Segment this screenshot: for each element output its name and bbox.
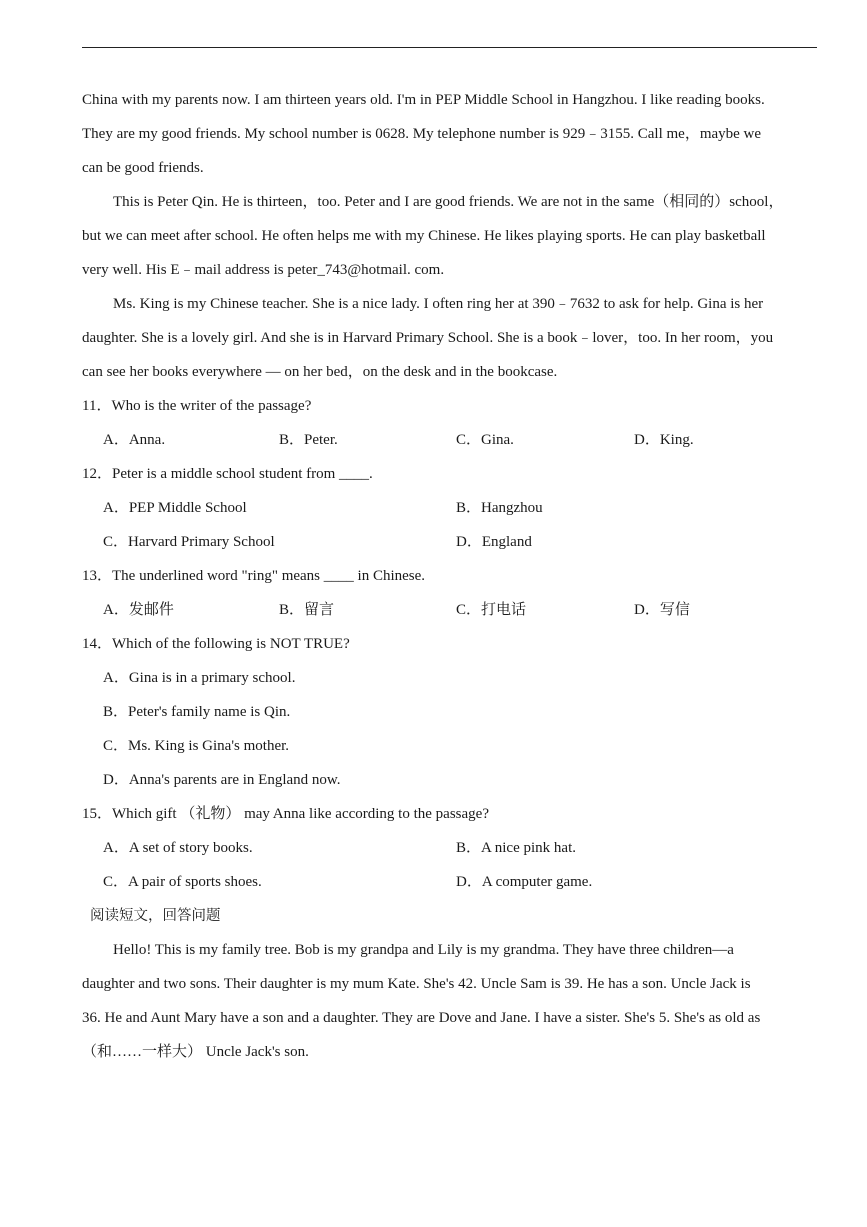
passage-line: Ms. King is my Chinese teacher. She is a nice lady. I often ring her at 390﹣7632 to ask for help. Gina is her <box>113 296 764 312</box>
option-row <box>82 525 822 559</box>
passage-1 <box>82 83 822 389</box>
passage-line: This is Peter Qin. He is thirteen，too. Peter and I are good friends. We are not in the same（相同的）school， <box>113 194 784 210</box>
question-14 <box>82 627 822 797</box>
option-a[interactable]: A．Anna. <box>103 432 166 448</box>
option-row <box>82 661 822 695</box>
option-d[interactable]: D．King. <box>634 432 694 448</box>
option-b[interactable]: B．A nice pink hat. <box>456 840 576 856</box>
question-stem: 13．The underlined word "ring" means ____ in Chinese. <box>82 568 426 584</box>
passage-line: daughter. She is a lovely girl. And she is in Harvard Primary School. She is a book﹣lover，too. In her room，you <box>82 330 774 346</box>
passage-line: but we can meet after school. He often helps me with my Chinese. He likes playing sports. He can play basketball <box>82 228 766 244</box>
passage-line: （和……一样大） Uncle Jack's son. <box>82 1044 309 1060</box>
option-c[interactable]: C．Gina. <box>456 432 514 448</box>
option-a[interactable]: A．发邮件 <box>103 602 174 618</box>
question-12 <box>82 457 822 559</box>
option-row <box>82 695 822 729</box>
passage-line: can see her books everywhere — on her bed，on the desk and in the bookcase. <box>82 364 558 380</box>
passage-line: Hello! This is my family tree. Bob is my grandpa and Lily is my grandma. They have three children—a <box>113 942 734 958</box>
option-b[interactable]: B．留言 <box>279 602 335 618</box>
option-c[interactable]: C．Ms. King is Gina's mother. <box>103 738 290 754</box>
option-c[interactable]: C．A pair of sports shoes. <box>103 874 262 890</box>
option-a[interactable]: A．A set of story books. <box>103 840 253 856</box>
passage-line: daughter and two sons. Their daughter is my mum Kate. She's 42. Uncle Sam is 39. He has a son. Uncle Jack is <box>82 976 751 992</box>
option-row <box>82 865 822 899</box>
header-rule <box>82 47 817 48</box>
question-stem: 14．Which of the following is NOT TRUE? <box>82 636 350 652</box>
option-a[interactable]: A．Gina is in a primary school. <box>103 670 296 686</box>
option-d[interactable]: D．Anna's parents are in England now. <box>103 772 341 788</box>
option-b[interactable]: B．Hangzhou <box>456 500 543 516</box>
option-c[interactable]: C．打电话 <box>456 602 527 618</box>
passage-line: They are my good friends. My school number is 0628. My telephone number is 929﹣3155. Call me，maybe we <box>82 126 762 142</box>
question-stem: 15．Which gift （礼物） may Anna like according to the passage? <box>82 806 489 822</box>
option-b[interactable]: B．Peter. <box>279 432 338 448</box>
question-15 <box>82 797 822 899</box>
option-b[interactable]: B．Peter's family name is Qin. <box>103 704 291 720</box>
document-body <box>82 83 822 1069</box>
passage-line: very well. His E﹣mail address is peter_743@hotmail. com. <box>82 262 445 278</box>
passage-line: can be good friends. <box>82 160 204 176</box>
option-d[interactable]: D．写信 <box>634 602 690 618</box>
question-stem: 11．Who is the writer of the passage? <box>82 398 312 414</box>
passage-line: 36. He and Aunt Mary have a son and a daughter. They are Dove and Jane. I have a sister. She's 5. She's as old as <box>82 1010 761 1026</box>
option-row <box>82 423 822 457</box>
option-c[interactable]: C．Harvard Primary School <box>103 534 275 550</box>
question-11 <box>82 389 822 457</box>
option-d[interactable]: D．A computer game. <box>456 874 593 890</box>
option-d[interactable]: D．England <box>456 534 532 550</box>
option-row <box>82 491 822 525</box>
option-row <box>82 729 822 763</box>
option-row <box>82 763 822 797</box>
question-stem: 12．Peter is a middle school student from ____. <box>82 466 373 482</box>
question-13 <box>82 559 822 627</box>
option-a[interactable]: A．PEP Middle School <box>103 500 247 516</box>
passage-2 <box>82 899 822 1069</box>
section-heading: 阅读短文，回答问题 <box>90 908 221 924</box>
passage-line: China with my parents now. I am thirteen years old. I'm in PEP Middle School in Hangzhou. I like reading books. <box>82 92 765 108</box>
option-row <box>82 593 822 627</box>
option-row <box>82 831 822 865</box>
